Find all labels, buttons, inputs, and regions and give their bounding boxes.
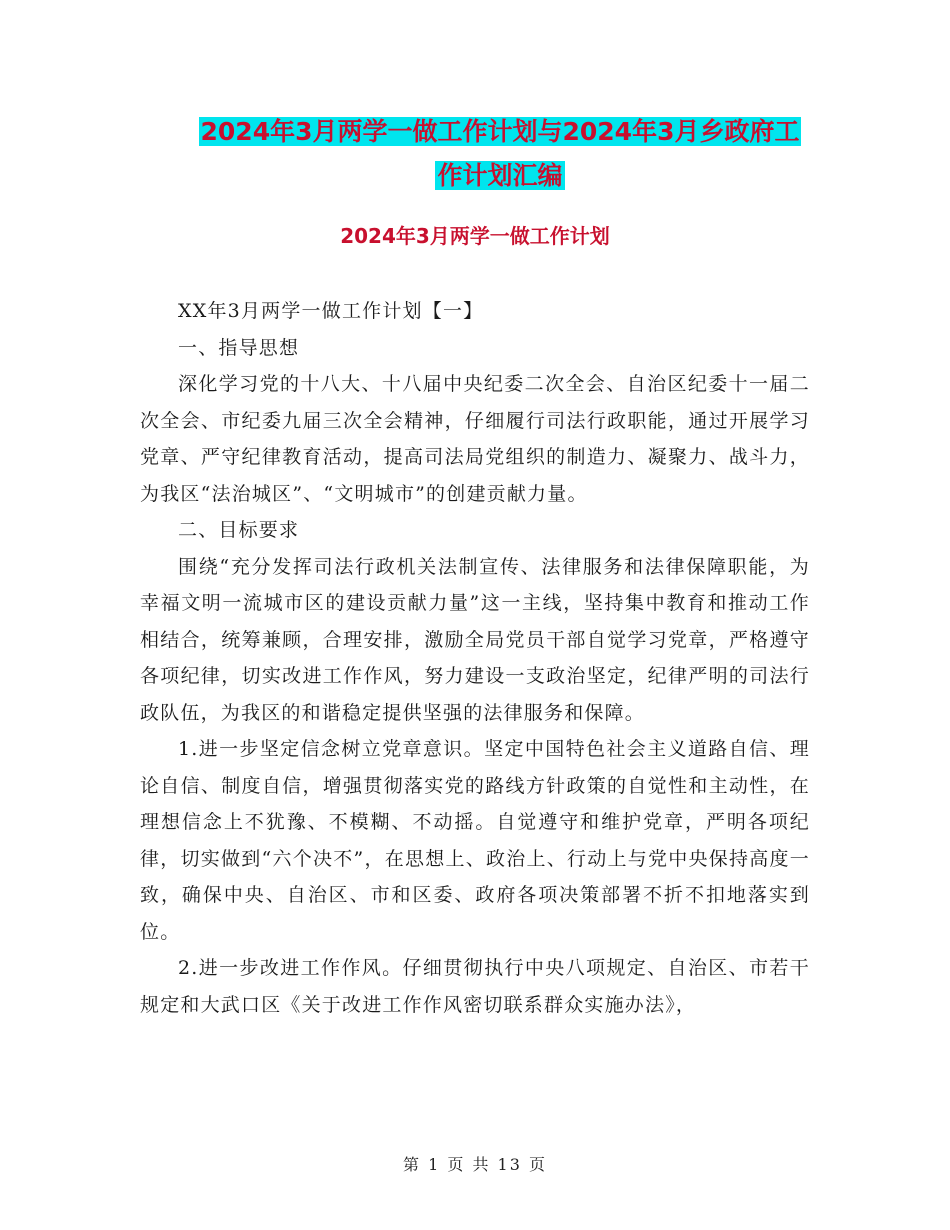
document-title [140, 110, 860, 198]
paragraph-plan-heading: XX年3月两学一做工作计划【一】 [178, 300, 484, 322]
page-footer: 第 1 页 共 13 页 [403, 1155, 547, 1174]
paragraph-item-1: 1.进一步坚定信念树立党章意识。坚定中国特色社会主义道路自信、理论自信、制度自信，增强贯彻落实党的路线方针政策的自觉性和主动性，在理想信念上不犹豫、不模糊、不动摇。自觉遵守和维护党章，严明各项纪律，切实做到“六个决不”，在思想上、政治上、行动上与党中央保持高度一致，确保中央、自治区、市和区委、政府各项决策部署不折不扣地落实到位。 [140, 738, 810, 943]
paragraph-goals-body: 围绕“充分发挥司法行政机关法制宣传、法律服务和法律保障职能，为幸福文明一流城市区的建设贡献力量”这一主线，坚持集中教育和推动工作相结合，统筹兼顾，合理安排，激励全局党员干部自觉学习党章，严格遵守各项纪律，切实改进工作作风，努力建设一支政治坚定，纪律严明的司法行政队伍，为我区的和谐稳定提供坚强的法律服务和保障。 [140, 555, 810, 724]
document-title-line-2: 作计划汇编 [437, 161, 563, 190]
paragraph-item-2: 2.进一步改进工作作风。仔细贯彻执行中央八项规定、自治区、市若干规定和大武口区《关于改进工作作风密切联系群众实施办法》， [140, 957, 810, 1016]
section-title: 2024年3月两学一做工作计划 [340, 224, 610, 248]
document-body [140, 293, 810, 1023]
paragraph-goals-heading: 二、目标要求 [178, 519, 300, 541]
paragraph-guiding-body: 深化学习党的十八大、十八届中央纪委二次全会、自治区纪委十一届二次全会、市纪委九届三次全会精神，仔细履行司法行政职能，通过开展学习党章、严守纪律教育活动，提高司法局党组织的制造力、凝聚力、战斗力，为我区“法治城区”、“文明城市”的创建贡献力量。 [140, 373, 810, 505]
paragraph-guiding-heading: 一、指导思想 [178, 336, 300, 359]
document-title-line-1: 2024年3月两学一做工作计划与2024年3月乡政府工 [200, 117, 800, 146]
